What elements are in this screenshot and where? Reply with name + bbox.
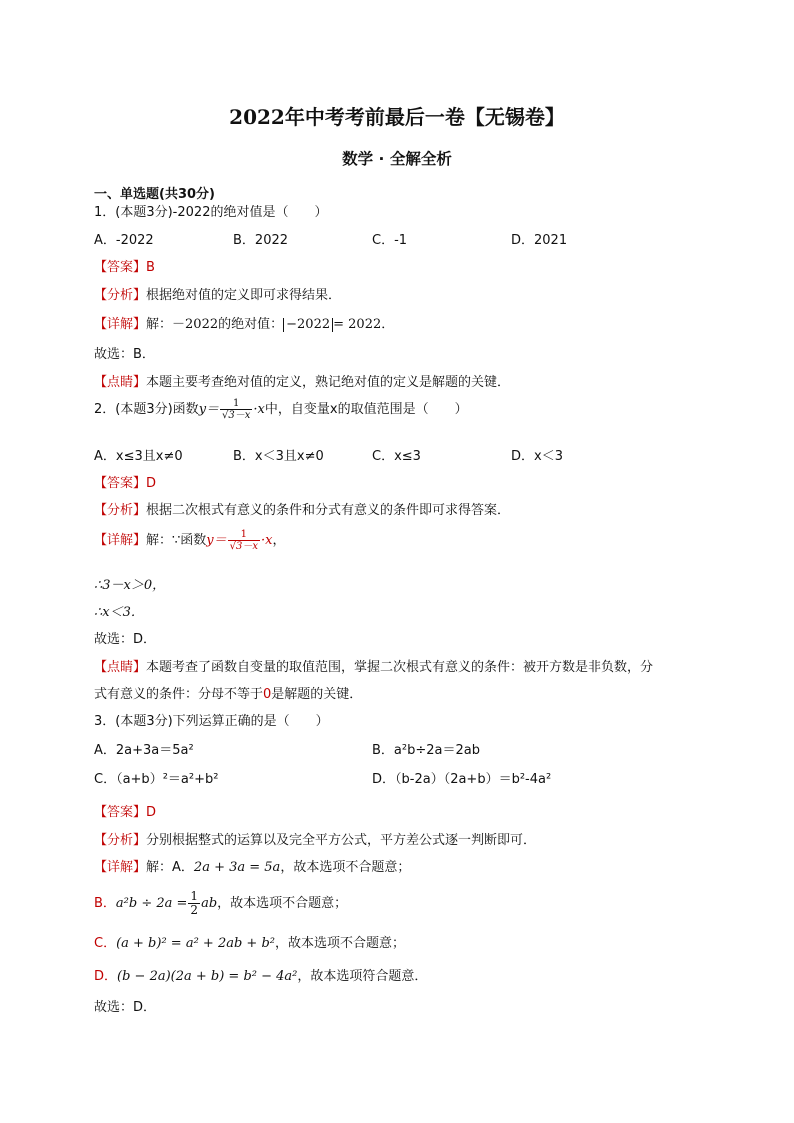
q1-option-a: A．-2022	[94, 233, 154, 248]
q3-choose: 故选：D．	[94, 1000, 157, 1015]
answer-label: 【答案】	[94, 260, 147, 275]
q1-comment-text: 本题主要考查绝对值的定义，熟记绝对值的定义是解题的关键．	[146, 375, 511, 390]
q1-detail-mid: 的绝对值：	[218, 317, 284, 332]
q3-line-c-label: C．	[94, 936, 117, 951]
q3-analysis	[94, 829, 536, 848]
comment-label: 【点睛】	[94, 660, 147, 675]
analysis-label: 【分析】	[94, 288, 147, 303]
q3-line-c-post: ，故本选项不合题意；	[274, 936, 405, 951]
q2-func-x: ·x	[253, 402, 265, 417]
detail-label: 【详解】	[94, 860, 147, 875]
q2-option-c: C．x≤3	[372, 449, 421, 464]
q2-stem	[94, 398, 468, 421]
q1-analysis	[94, 284, 341, 303]
section-heading: 一、单选题(共30分)	[94, 187, 215, 202]
q3-answer	[94, 801, 156, 820]
q1-detail-end: ．	[381, 317, 395, 332]
q3-line-b-fraction	[188, 890, 200, 917]
q3-option-b: B．a²b÷2a＝2ab	[372, 743, 480, 758]
q2-comment-line2-post: 是解题的关键．	[271, 687, 363, 702]
q3-option-c: C．（a+b）²＝a²+b²	[94, 772, 219, 787]
q1-answer	[94, 256, 155, 275]
q3-line-b-num: 1	[190, 889, 199, 903]
document-title: 2022年中考考前最后一卷【无锡卷】	[229, 105, 565, 129]
q1-option-d: D．2021	[511, 233, 568, 248]
q2-frac-num: 1	[233, 398, 240, 409]
answer-label: 【答案】	[94, 805, 147, 820]
q3-line-b	[94, 890, 347, 917]
q2-choose: 故选：D．	[94, 632, 157, 647]
q3-answer-value: D	[146, 805, 157, 820]
q3-analysis-text: 分别根据整式的运算以及完全平方公式，平方差公式逐一判断即可．	[146, 833, 537, 848]
q3-line-d-post: ，故本选项符合题意．	[297, 969, 428, 984]
q2-comment-line2-pre: 式有意义的条件：分母不等于	[94, 687, 264, 702]
q2-fraction	[220, 398, 252, 421]
q1-analysis-text: 根据绝对值的定义即可求得结果．	[146, 288, 342, 303]
q1-comment	[94, 371, 510, 390]
q1-detail-abs: −2022	[283, 318, 333, 332]
q1-detail-eq: = 2022	[333, 317, 382, 332]
q2-detail-y: y＝	[206, 533, 227, 548]
q2-answer	[94, 472, 156, 491]
analysis-label: 【分析】	[94, 833, 147, 848]
q1-answer-value: B	[146, 260, 155, 275]
q2-stem-post: 中，自变量x的取值范围是（ ）	[264, 402, 468, 417]
q2-detail-x: ·x	[261, 533, 273, 548]
q2-detail-post: ，	[272, 533, 286, 548]
q2-comment-line2	[94, 683, 362, 702]
q2-analysis	[94, 499, 510, 518]
q3-line-d-label: D．	[94, 969, 118, 984]
q3-detail	[94, 856, 410, 875]
q2-option-a: A．x≤3且x≠0	[94, 449, 183, 464]
q1-option-b: B．2022	[233, 233, 289, 248]
q1-detail-num: －2022	[172, 317, 219, 332]
q3-line-b-post: ，故本选项不合题意；	[217, 896, 348, 911]
q3-line-d	[94, 965, 427, 984]
q3-line-b-label: B．	[94, 896, 116, 911]
q3-line-c-expr: (a + b)² = a² + 2ab + b²	[116, 936, 275, 951]
q2-option-b: B．x＜3且x≠0	[233, 449, 324, 464]
analysis-label: 【分析】	[94, 503, 147, 518]
q2-answer-value: D	[146, 476, 157, 491]
q2-step2: ∴x＜3．	[94, 605, 144, 620]
q3-line-b-tail: ab	[201, 896, 218, 911]
q3-line-b-den: 2	[190, 903, 199, 917]
q2-detail-fraction	[228, 529, 260, 552]
q3-detail-pre: 解：A．	[146, 860, 194, 875]
q1-stem: 1．(本题3分)-2022的绝对值是（ ）	[94, 205, 328, 220]
q3-detail-a-expr: 2a + 3a = 5a	[193, 860, 281, 875]
q2-detail	[94, 529, 286, 552]
q3-line-b-expr: a²b ÷ 2a =	[115, 896, 188, 911]
q2-detail-pre: 解：∵函数	[146, 533, 207, 548]
q1-detail-pre: 解：	[146, 317, 173, 332]
q2-detail-frac-den: √3－x	[229, 541, 259, 552]
answer-label: 【答案】	[94, 476, 147, 491]
q1-option-c: C．-1	[372, 233, 408, 248]
q3-option-a: A．2a+3a＝5a²	[94, 743, 194, 758]
detail-label: 【详解】	[94, 533, 147, 548]
q2-option-d: D．x＜3	[511, 449, 563, 464]
q2-comment-line1-text: 本题考查了函数自变量的取值范围，掌握二次根式有意义的条件：被开方数是非负数，分	[146, 660, 654, 675]
detail-label: 【详解】	[94, 317, 147, 332]
q3-line-c	[94, 932, 405, 951]
q2-step1: ∴3－x＞0，	[94, 578, 166, 593]
q2-stem-pre: 2．(本题3分)函数	[94, 402, 199, 417]
q2-detail-frac-num: 1	[240, 529, 248, 540]
q3-line-d-expr: (b − 2a)(2a + b) = b² − 4a²	[117, 969, 298, 984]
q2-analysis-text: 根据二次根式有意义的条件和分式有意义的条件即可求得答案．	[146, 503, 511, 518]
q2-func-y: y＝	[198, 402, 220, 417]
document-subtitle: 数学 · 全解全析	[342, 150, 452, 168]
q1-choose: 故选：B．	[94, 347, 155, 362]
q2-comment-line1	[94, 656, 653, 675]
q1-detail	[94, 313, 394, 332]
q2-frac-den: √3－x	[222, 410, 251, 421]
q3-stem: 3．(本题3分)下列运算正确的是（ ）	[94, 714, 329, 729]
comment-label: 【点睛】	[94, 375, 147, 390]
q3-option-d: D．（b-2a）（2a+b）＝b²-4a²	[372, 772, 552, 787]
q3-detail-a-post: ，故本选项不合题意；	[280, 860, 411, 875]
q2-comment-zero: 0	[263, 687, 272, 702]
